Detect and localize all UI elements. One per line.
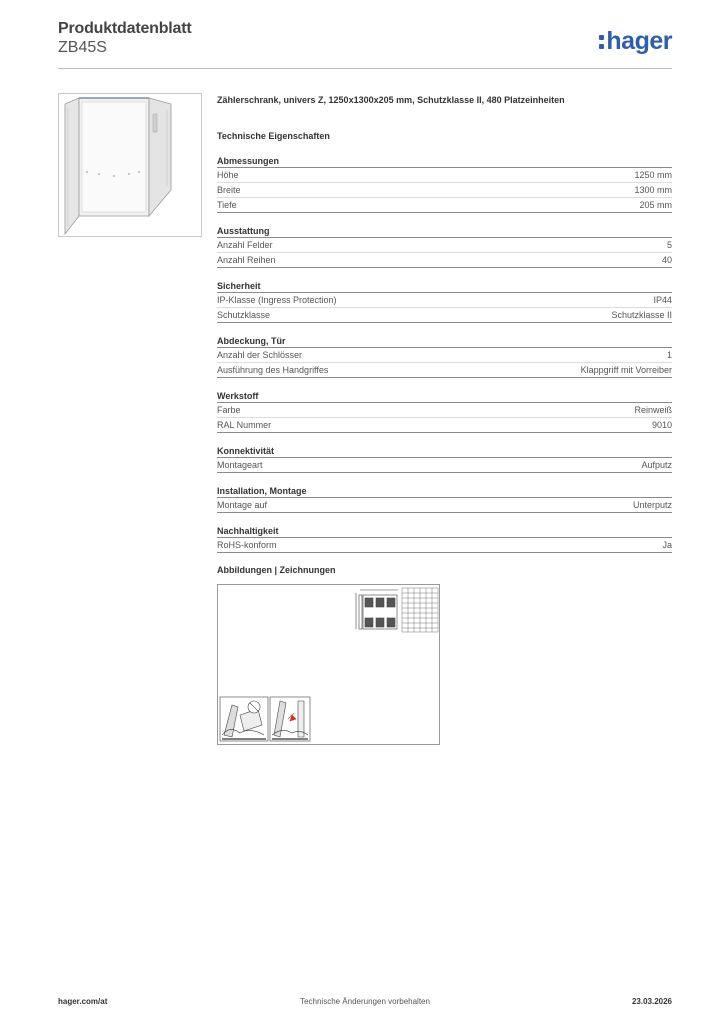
cabinet-illustration bbox=[59, 94, 201, 236]
spec-section bbox=[217, 280, 672, 323]
document-title: Produktdatenblatt bbox=[58, 20, 192, 37]
hager-logo bbox=[599, 27, 672, 56]
section-title: Ausstattung bbox=[217, 225, 672, 238]
section-title: Abmessungen bbox=[217, 155, 672, 168]
spec-row bbox=[217, 348, 672, 363]
spec-label: Tiefe bbox=[217, 200, 237, 210]
spec-row bbox=[217, 198, 672, 213]
product-sku: ZB45S bbox=[58, 39, 107, 56]
spec-row bbox=[217, 418, 672, 433]
spec-value: 205 mm bbox=[639, 200, 672, 210]
spec-value: Ja bbox=[662, 540, 672, 550]
product-description: Zählerschrank, univers Z, 1250x1300x205 mm, Schutzklasse II, 480 Platzeinheiten bbox=[217, 95, 565, 105]
spec-row bbox=[217, 253, 672, 268]
spec-label: Anzahl der Schlösser bbox=[217, 350, 303, 360]
spec-label: Montageart bbox=[217, 460, 263, 470]
spec-label: RoHS-konform bbox=[217, 540, 277, 550]
spec-label: Breite bbox=[217, 185, 241, 195]
spec-value: Aufputz bbox=[641, 460, 672, 470]
spec-section bbox=[217, 225, 672, 268]
spec-section bbox=[217, 485, 672, 513]
spec-value: IP44 bbox=[653, 295, 672, 305]
spec-value: Unterputz bbox=[632, 500, 672, 510]
spec-label: IP-Klasse (Ingress Protection) bbox=[217, 295, 337, 305]
spec-value: 1 bbox=[666, 350, 672, 360]
drawings-heading: Abbildungen | Zeichnungen bbox=[217, 565, 336, 575]
spec-label: RAL Nummer bbox=[217, 420, 272, 430]
spec-row bbox=[217, 168, 672, 183]
spec-row bbox=[217, 538, 672, 553]
spec-label: Schutzklasse bbox=[217, 310, 271, 320]
spec-row bbox=[217, 498, 672, 513]
logo-colon-icon bbox=[599, 32, 604, 52]
spec-section bbox=[217, 155, 672, 213]
spec-value: Reinweiß bbox=[634, 405, 672, 415]
footer-website: hager.com/at bbox=[58, 997, 108, 1006]
spec-row bbox=[217, 403, 672, 418]
spec-value: Klappgriff mit Vorreiber bbox=[580, 365, 672, 375]
spec-row bbox=[217, 308, 672, 323]
dimension-drawing bbox=[356, 590, 398, 629]
spec-value: 9010 bbox=[651, 420, 672, 430]
spec-label: Montage auf bbox=[217, 500, 268, 510]
section-title: Installation, Montage bbox=[217, 485, 672, 498]
spec-value: Schutzklasse II bbox=[611, 310, 672, 320]
spec-value: 1250 mm bbox=[634, 170, 672, 180]
spec-section bbox=[217, 390, 672, 433]
spec-row bbox=[217, 458, 672, 473]
spec-section bbox=[217, 335, 672, 378]
product-image bbox=[58, 93, 202, 237]
section-title: Abdeckung, Tür bbox=[217, 335, 672, 348]
technical-properties-heading: Technische Eigenschaften bbox=[217, 131, 330, 141]
spec-label: Anzahl Felder bbox=[217, 240, 273, 250]
spec-label: Höhe bbox=[217, 170, 239, 180]
spec-label: Anzahl Reihen bbox=[217, 255, 276, 265]
installation-drawing bbox=[270, 697, 310, 741]
spec-section bbox=[217, 525, 672, 553]
wiring-diagram bbox=[402, 588, 438, 632]
spec-row bbox=[217, 183, 672, 198]
section-title: Nachhaltigkeit bbox=[217, 525, 672, 538]
spec-row bbox=[217, 363, 672, 378]
spec-row bbox=[217, 293, 672, 308]
spec-section bbox=[217, 445, 672, 473]
section-title: Konnektivität bbox=[217, 445, 672, 458]
section-title: Werkstoff bbox=[217, 390, 672, 403]
spec-value: 5 bbox=[666, 240, 672, 250]
footer-date: 23.03.2026 bbox=[631, 997, 672, 1006]
section-title: Sicherheit bbox=[217, 280, 672, 293]
drawings-panel bbox=[217, 584, 440, 745]
spec-label: Farbe bbox=[217, 405, 241, 415]
product-details bbox=[217, 93, 672, 553]
spec-row bbox=[217, 238, 672, 253]
technical-drawings bbox=[218, 585, 439, 744]
spec-value: 40 bbox=[661, 255, 672, 265]
page-header bbox=[58, 20, 672, 68]
footer-note: Technische Änderungen vorbehalten bbox=[300, 997, 430, 1006]
spec-label: Ausführung des Handgriffes bbox=[217, 365, 329, 375]
spec-value: 1300 mm bbox=[634, 185, 672, 195]
installation-drawing bbox=[220, 697, 268, 741]
header-divider bbox=[58, 68, 672, 69]
logo-text: hager bbox=[606, 27, 672, 55]
